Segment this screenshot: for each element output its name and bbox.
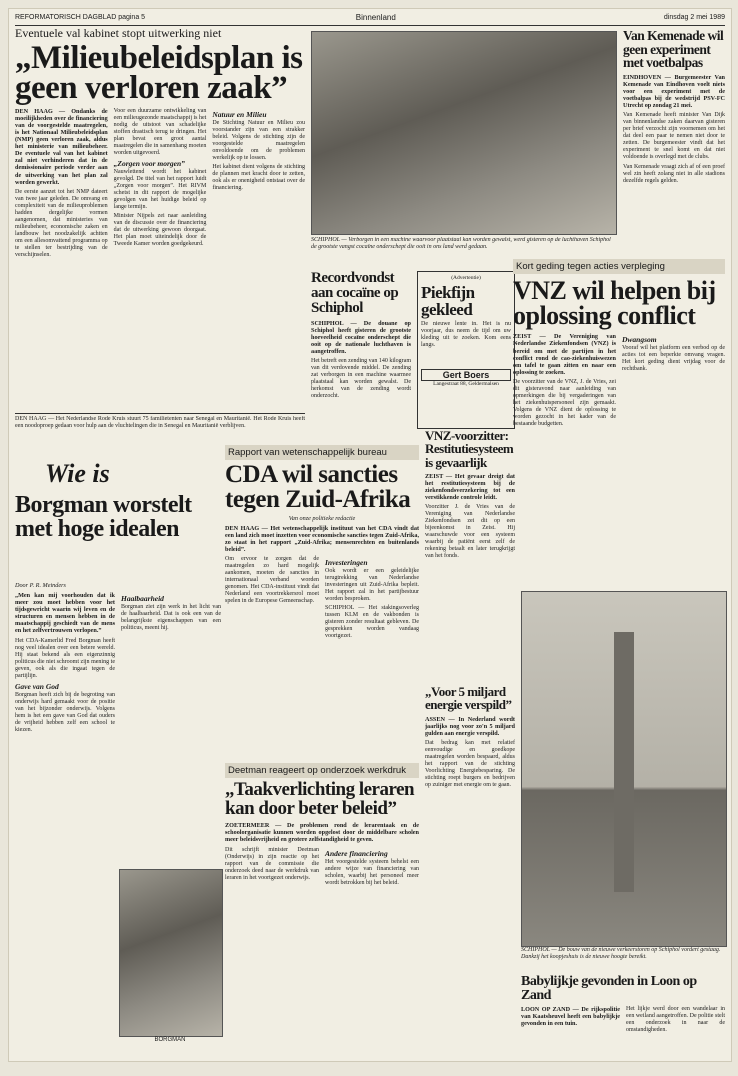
body-paragraph: Minister Nijpels zei naar aanleiding van de discussie over de financiering dat de uitwerking gewoon doorgaat. Het plan moet uiteindelijk door de Tweede Kamer worden goedgekeurd. <box>113 212 207 247</box>
body-paragraph: Om ervoor te zorgen dat de maatregelen zo hard mogelijk aankomen, moeten de sancties in internationaal verband worden genomen. Het CDA-instituut vindt dat Nederland een voortrekkersrol moet spelen in de Europese Gemeenschap. <box>225 556 319 605</box>
subheading: Gave van God <box>15 681 59 691</box>
headline: VNZ-voorzitter: Restitutiesysteem is gevaarlijk <box>425 429 514 470</box>
body-paragraph: Van Kemenade vraagt zich af of een proef wel zin heeft zolang niet in alle stadions dezelfde regels gelden. <box>623 163 725 184</box>
headline: VNZ wil helpen bij oplossing conflict <box>513 277 716 330</box>
issue-date: dinsdag 2 mei 1989 <box>663 14 725 21</box>
article-milieubeleidsplan <box>15 27 305 413</box>
body-paragraph: Voorzitter J. de Vries van de Vereniging van Nederlandse Ziekenfondsen zei dit op een bijeenkomst in Zeist. Hij waarschuwde voor een systeem waarbij de patiënt eerst zelf de rekening betaalt en later terugkrijgt van het fonds. <box>425 504 515 560</box>
brief-text: DEN HAAG — Het Nederlandse Rode Kruis stuurt 75 familietenten naar Senegal en Mauritanië. Het Rode Kruis heeft een noodoproep gedaan voor hulp aan de vluchtelingen die in Senegal en Mauritanië verblijven. <box>15 416 305 429</box>
lead-paragraph: ZOETERMEER — De problemen rond de lerarentaak en de schoolorganisatie kunnen worden opgelost door de middelbare scholen meer beleidsvrijheid en grotere zelfstandigheid te geven. <box>225 822 419 844</box>
body-paragraph: Het voorgestelde systeem behelst een andere wijze van financiering van scholen, waarbij het personeel meer wordt betrokken bij het beleid. <box>325 858 419 886</box>
byline: Door P. R. Meinders <box>15 582 66 589</box>
headline: Borgman worstelt met hoge idealen <box>15 492 192 542</box>
advertisement <box>417 271 515 429</box>
kicker: Eventuele val kabinet stopt uitwerking niet <box>15 27 222 40</box>
photo-verkeerstoren <box>521 591 727 947</box>
masthead <box>15 13 725 26</box>
lead-paragraph: SCHIPHOL — De douane op Schiphol heeft gisteren de grootste hoeveelheid cocaïne onderschept die ooit op de nationale luchthaven is aangetroffen. <box>311 320 411 356</box>
tower-shape <box>614 632 634 892</box>
subheading: Haalbaarheid <box>121 594 164 603</box>
ad-address: Langestraat 88, Geldermalsen <box>433 381 499 387</box>
lead-paragraph: ZEIST — Het gevaar dreigt dat het restitutiesysteem bij de ziekenfondsverzekering tot een verstikkende controle leidt. <box>425 472 515 502</box>
body-paragraph: Nauwlettend wordt het kabinet gevolgd. De titel van het rapport luidt „Zorgen voor morgen”. Het RIVM schetst in dit rapport de mogelijke gevolgen van het huidige beleid op lange termijn. <box>113 168 207 210</box>
body-paragraph: De Stichting Natuur en Milieu zou voorstander zijn van een strakker beleid. Volgens de stichting zijn de voorgestelde maatregelen onvoldoende om de problemen werkelijk op te lossen. <box>212 119 305 161</box>
lead-paragraph: ZEIST — De Vereniging van Nederlandse Ziekenfondsen (VNZ) is bereid om met de partijen in het conflict rond de cao-ziekenhuiswezen om tafel te gaan zitten en naar een oplossing te zoeken. <box>513 333 616 376</box>
article-energie <box>425 685 515 1005</box>
kicker: Rapport van wetenschappelijk bureau <box>225 445 419 460</box>
lead-paragraph: DEN HAAG — Ondanks de moeilijkheden over de financiering van de voorgestelde maatregelen, is het Nationaal Milieubeleidsplan (NMP) geen verloren zaak, aldus het ministerie van milieubeheer. De eventuele val van het kabinet zal niet verhinderen dat in de demissionaire periode verder aan de uitwerking van het plan zal worden gewerkt. <box>15 107 108 186</box>
photo-caption <box>311 237 615 259</box>
body-paragraph: Borgman heeft zich bij de begroting van onderwijs hard gemaakt voor de positie van het bijzonder onderwijs. Volgens hem is het een gave van God dat ouders de vrijheid hebben zelf een school te kiezen. <box>15 691 115 733</box>
body-paragraph: De voorzitter van de VNZ, J. de Vries, zei dit gisteravond naar aanleiding van opmerkingen die bij vergaderingen van het ziekenhuispersoneel zijn gemaakt. Volgens de VNZ dient de oplossing te worden gezocht in het kader van de bestaande budgetten. <box>513 378 616 427</box>
headline: Recordvondst aan cocaïne op Schiphol <box>311 271 399 316</box>
body-paragraph: Het betreft een zending van 140 kilogram van dit verdovende middel. De zending zat verborgen in een machine waarmee plaatstaal kan worden gewalst. De herkomst van de zending wordt onderzocht. <box>311 358 411 400</box>
body-paragraph: SCHIPHOL — Het stakingsoverleg tussen KLM en de vakbonden is gisteren zonder resultaat gebleven. De gesprekken worden vandaag voortgezet. <box>325 605 419 640</box>
kicker: Kort geding tegen acties verpleging <box>513 259 725 274</box>
body-paragraph: Het kabinet dient volgens de stichting de plannen met kracht door te zetten, ook als er onenigheid ontstaat over de financiering. <box>212 163 305 191</box>
caption-text: SCHIPHOL — Verborgen in een machine waarvoor plaatstaal kan worden gewalst, werd gisteren op de luchthaven Schiphol de grootste vangst cocaïne onderschept die ooit in ons land werd gedaan. <box>311 237 611 250</box>
ad-tag: (Advertentie) <box>451 275 481 281</box>
wie-is-logo: Wie is <box>45 459 110 488</box>
headline: Van Kemenade wil geen experiment met voetbalpas <box>623 29 724 70</box>
photo-schiphol-machine <box>311 31 617 235</box>
body-paragraph: Vooraf wil het platform een verbod op de acties tot een beperkte omvang vragen. Het kort geding dient vrijdag voor de rechtbank. <box>622 345 725 373</box>
article-babylijkje <box>521 975 725 1055</box>
photo-caption: BORGMAN <box>154 1037 186 1043</box>
headline: CDA wil sancties tegen Zuid-Afrika <box>225 461 411 513</box>
body-paragraph: Dat bedrag kan met relatief eenvoudige en goedkope maatregelen worden bespaard, aldus het rapport van de stichting Voorlichting Energiebesparing. De stichting roept burgers en bedrijven op zuiniger met energie om te gaan. <box>425 739 515 788</box>
lead-paragraph: „Men kan mij voorhouden dat ik meer zou moet hebben voor het tijdsgewricht waarin wij leven en de structuren en mensen hebben in de maatschappij geschiedt van de mens en het zelfvertrouwen verlopen.” <box>15 592 115 635</box>
lead-paragraph: LOON OP ZAND — De rijkspolitie van Kaatsheuvel heeft een babylijkje gevonden in een tuin. <box>521 1006 620 1028</box>
photo-caption <box>521 947 725 971</box>
paper-name: REFORMATORISCH DAGBLAD pagina 5 <box>15 14 146 21</box>
body-paragraph: Voor een duurzame ontwikkeling van een milieugezonde maatschappij is het nodig de uitstoot van schadelijke stoffen drastisch terug te dringen. Het plan bevat een groot aantal maatregelen die in samenhang moeten worden uitgevoerd. <box>113 107 207 156</box>
body-paragraph: Van Kemenade heeft minister Van Dijk van binnenlandse zaken daarvan gisteren per brief verzocht zijn voornemen om het dat deel een paar te nemen niet door te zetten. De burgemeester vindt dat het experiment te snel komt en dat niet voldoende is overlegd met de clubs. <box>623 111 725 160</box>
body-paragraph: Borgman ziet zijn werk in het licht van de haalbaarheid. Dat is ook een van de belangrijkste eigenschappen van een politicus, meent hij. <box>121 604 221 631</box>
ad-body: De nieuwe lente in. Het is nu voorjaar, dus neem de tijd om uw kleding uit te zoeken. Kom eens langs. <box>421 321 511 348</box>
lead-paragraph: EINDHOVEN — Burgemeester Van Kemenade van Eindhoven voelt niets voor een experiment met de voetbalpas bij de wedstrijd PSV-FC Utrecht op zondag 21 mei. <box>623 73 725 109</box>
subheading: „Zorgen voor morgen” <box>113 158 185 168</box>
caption-text: SCHIPHOL — De bouw van de nieuwe verkeerstoren op Schiphol vordert gestaag. Dankzij het koopjeshuis is de nieuwe hoogte bereikt. <box>521 947 721 960</box>
headline: „Voor 5 miljard energie verspild” <box>425 685 512 713</box>
divider <box>15 413 305 414</box>
article-borgman-header <box>15 459 221 579</box>
article-cda-zuid-afrika <box>225 461 419 757</box>
headline: „Taakverlichting leraren kan door beter beleid” <box>225 779 415 819</box>
body-paragraph: Het lijkje werd door een wandelaar in een weiland aangetroffen. De politie stelt een onderzoek in naar de omstandigheden. <box>626 1006 725 1033</box>
body-paragraph: De eerste aanzet tot het NMP dateert van twee jaar geleden. De omvang en complexiteit van de milieuproblemen hadden dergelijke vormen aangenomen, dat ministeries van milieubeheer, economische zaken en landbouw het noodzakelijk achtten om een allesomvattend programma op te stellen ter bestrijding van de verschijnselen. <box>15 188 108 258</box>
byline: Van onze politieke redactie <box>288 515 356 522</box>
lead-paragraph: DEN HAAG — Het wetenschappelijk instituut van het CDA vindt dat een land zich moet inzetten voor economische sancties tegen Zuid-Afrika, zo staat in het rapport „Zuid-Afrika; mensenrechten en buitenlands beleid”. <box>225 525 419 554</box>
lead-paragraph: ASSEN — In Nederland wordt jaarlijks nog voor zo'n 5 miljard gulden aan energie verspild. <box>425 715 515 737</box>
subheading: Dwangsom <box>622 335 657 345</box>
subheading: Andere financiering <box>325 848 388 858</box>
subheading: Natuur en Milieu <box>212 109 267 119</box>
kicker: Deetman reageert op onderzoek werkdruk <box>225 763 419 778</box>
ad-headline: Piekfijn gekleed <box>421 283 475 319</box>
section-name: Binnenland <box>355 13 396 22</box>
headline: „Milieubeleidsplan is geen verloren zaak” <box>15 40 303 107</box>
newspaper-page <box>8 8 732 1062</box>
ad-shop-name: Gert Boers <box>421 369 511 381</box>
body-paragraph: Dit schrijft minister Deetman (Onderwijs) in zijn reactie op het rapport van de commissie die onderzoek deed naar de werkdruk van leraren in het voortgezet onderwijs. <box>225 846 319 881</box>
body-paragraph: Het CDA-Kamerlid Fred Borgman heeft nog veel idealen over een betere wereld. Hij staat bekend als een eigenzinnig politicus die niet schroomt zijn mening te geven, ook als die ingaat tegen de partijlijn. <box>15 637 115 679</box>
headline: Babylijkje gevonden in Loon op Zand <box>521 975 697 1003</box>
article-cocaine <box>311 271 411 441</box>
article-vnz-helpen <box>513 277 725 587</box>
article-onderwijs <box>225 779 419 1055</box>
subheading: Investeringen <box>325 558 368 568</box>
body-paragraph: Ook wordt er een geleidelijke terugtrekking van Nederlandse investeringen uit Zuid-Afrika bepleit. Het rapport zal in het partijbestuur worden besproken. <box>325 568 419 603</box>
photo-borgman <box>119 869 223 1037</box>
article-vnz-voorzitter <box>425 429 515 679</box>
